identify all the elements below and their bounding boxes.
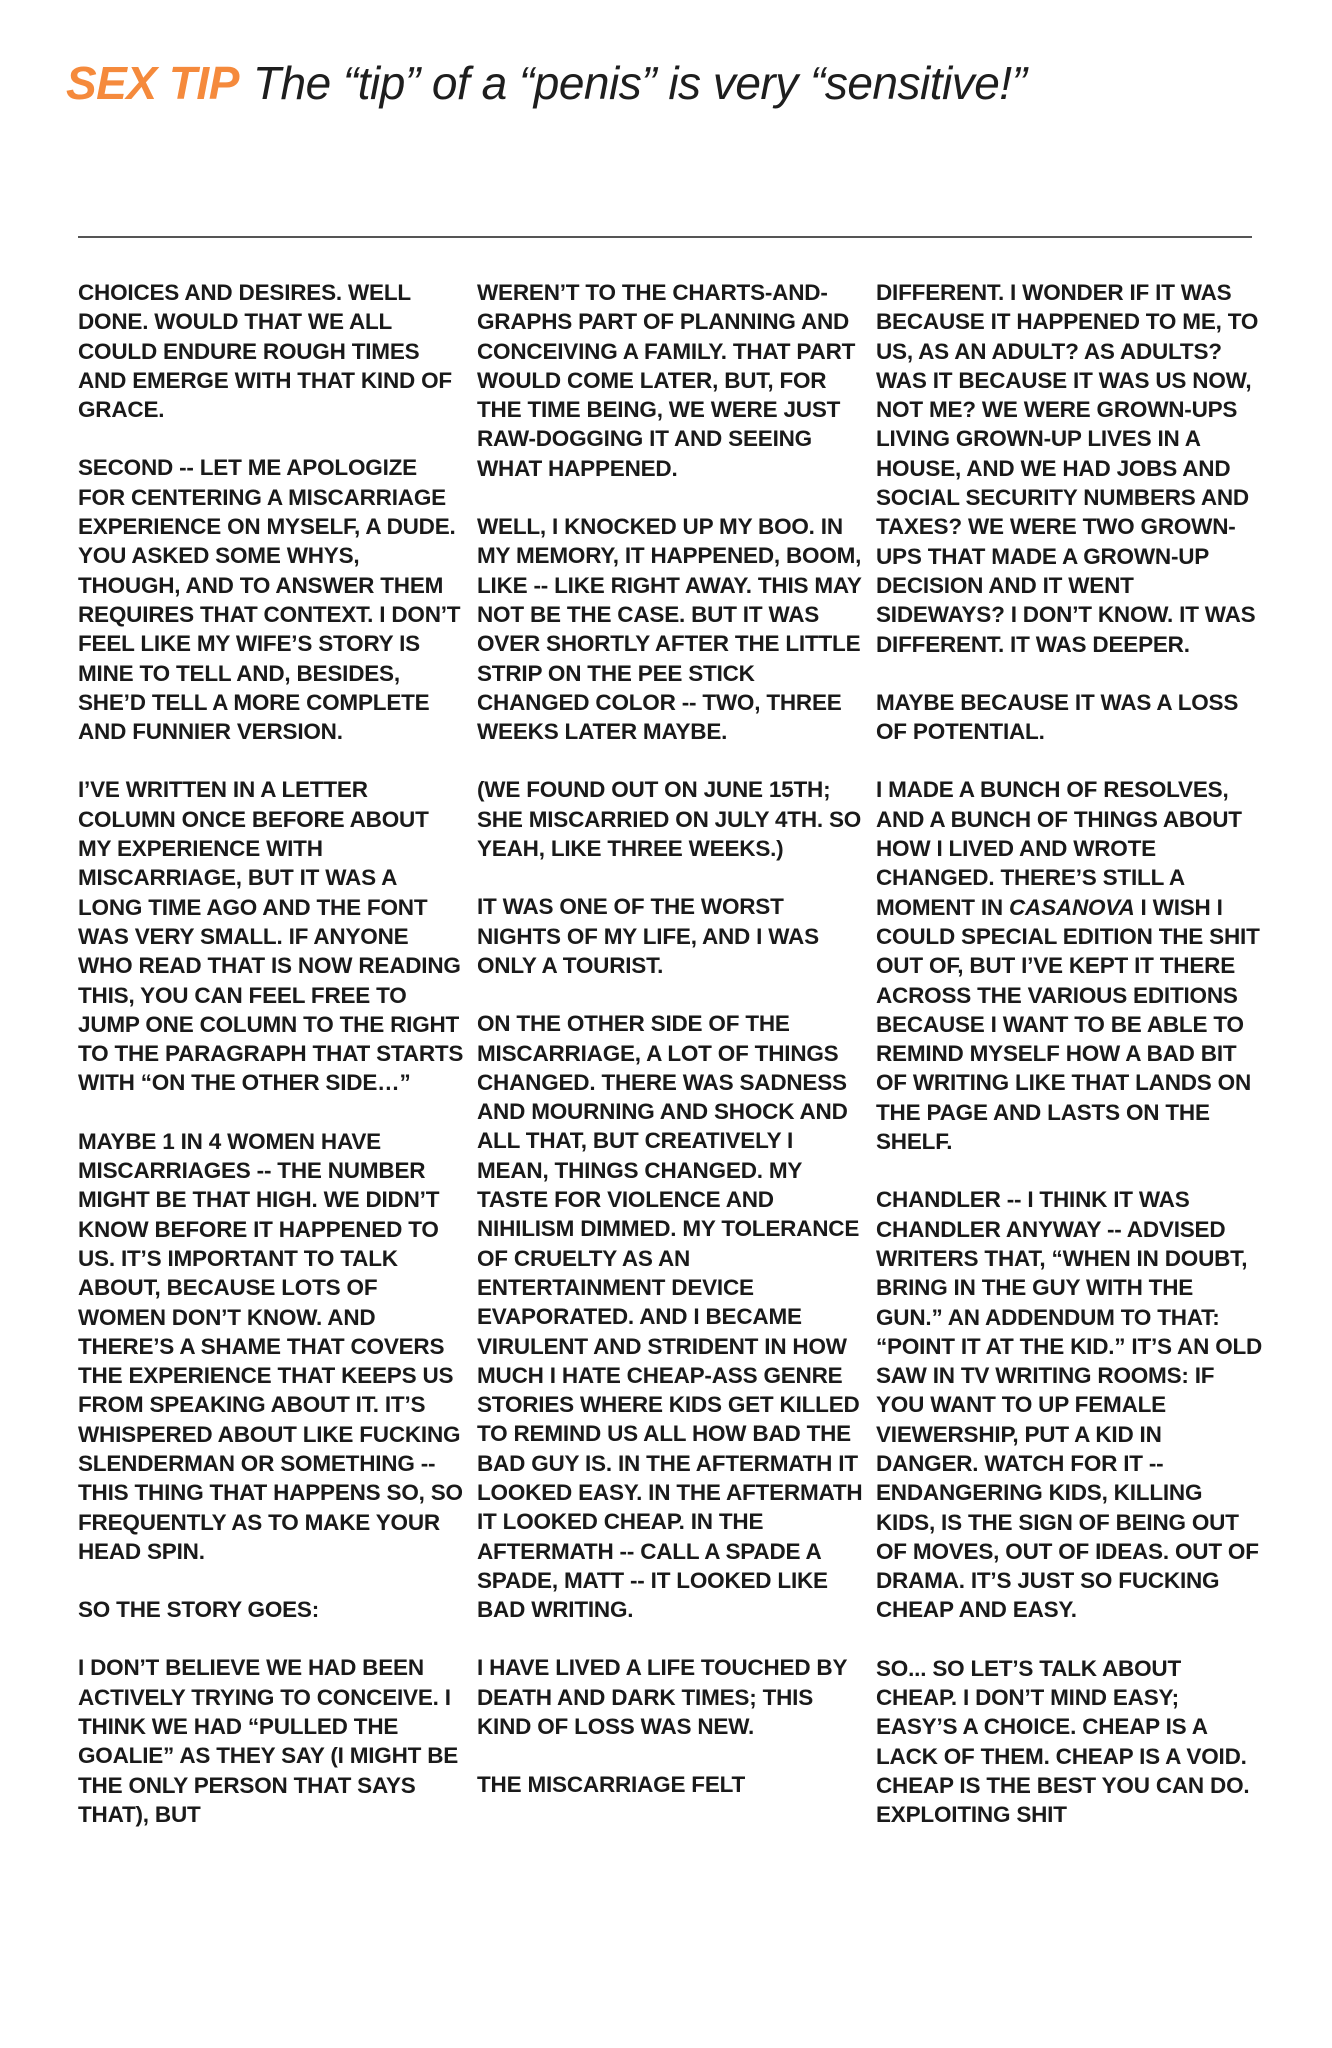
paragraph: MAYBE 1 IN 4 WOMEN HAVE MISCARRIAGES -- THE NUMBER MIGHT BE THAT HIGH. WE DIDN’T KNOW BEFORE IT HAPPENED TO US. IT’S IMPORTANT TO TALK ABOUT, BECAUSE LOTS OF WOMEN DON’T KNOW. AND THERE’S A SHAME THAT COVERS THE EXPERIENCE THAT KEEPS US FROM SPEAKING ABOUT IT. IT’S WHISPERED ABOUT LIKE FUCKING SLENDERMAN OR SOMETHING -- THIS THING THAT HAPPENS SO, SO FREQUENTLY AS TO MAKE YOUR HEAD SPIN. — [78, 1128, 463, 1564]
text-column-3 — [876, 278, 1264, 1830]
paragraph: SO... SO LET’S TALK ABOUT CHEAP. I DON’T MIND EASY; EASY’S A CHOICE. CHEAP IS A LACK OF THEM. CHEAP IS A VOID. CHEAP IS THE BEST YOU CAN DO. EXPLOITING SHIT — [876, 1655, 1250, 1828]
page-header — [66, 56, 1266, 111]
paragraph: SO THE STORY GOES: — [78, 1597, 320, 1623]
paragraph-text: I WISH I COULD SPECIAL EDITION THE SHIT OUT OF, BUT I’VE KEPT IT THERE ACROSS THE VARIOUS EDITIONS BECAUSE I WANT TO BE ABLE TO REMIND MYSELF HOW A BAD BIT OF WRITING LIKE THAT LANDS ON THE PAGE AND LASTS ON THE SHELF. — [876, 894, 1260, 1155]
paragraph: WEREN’T TO THE CHARTS-AND-GRAPHS PART OF PLANNING AND CONCEIVING A FAMILY. THAT PART WOULD COME LATER, BUT, FOR THE TIME BEING, WE WERE JUST RAW-DOGGING IT AND SEEING WHAT HAPPENED. — [477, 280, 856, 481]
paragraph: CHOICES AND DESIRES. WELL DONE. WOULD THAT WE ALL COULD ENDURE ROUGH TIMES AND EMERGE WITH THAT KIND OF GRACE. — [78, 280, 452, 423]
book-title-casanova: CASANOVA — [1009, 894, 1135, 920]
paragraph: SECOND -- LET ME APOLOGIZE FOR CENTERING A MISCARRIAGE EXPERIENCE ON MYSELF, A DUDE. YOU ASKED SOME WHYS, THOUGH, AND TO ANSWER THEM REQUIRES THAT CONTEXT. I DON’T FEEL LIKE MY WIFE’S STORY IS MINE TO TELL AND, BESIDES, SHE’D TELL A MORE COMPLETE AND FUNNIER VERSION. — [78, 455, 461, 745]
paragraph — [876, 775, 1264, 1156]
paragraph: (WE FOUND OUT ON JUNE 15TH; SHE MISCARRIED ON JULY 4TH. SO YEAH, LIKE THREE WEEKS.) — [477, 777, 862, 862]
paragraph: MAYBE BECAUSE IT WAS A LOSS OF POTENTIAL. — [876, 689, 1239, 745]
paragraph-text: I MADE A BUNCH OF RESOLVES, AND A BUNCH OF THINGS ABOUT HOW I LIVED AND WROTE CHANGED. THERE’S STILL A MOMENT IN — [876, 777, 1242, 920]
sex-tip-label: SEX TIP — [66, 57, 239, 109]
paragraph: ON THE OTHER SIDE OF THE MISCARRIAGE, A LOT OF THINGS CHANGED. THERE WAS SADNESS AND MOURNING AND SHOCK AND ALL THAT, BUT CREATIVELY I MEAN, THINGS CHANGED. MY TASTE FOR VIOLENCE AND NIHILISM DIMMED. MY TOLERANCE OF CRUELTY AS AN ENTERTAINMENT DEVICE EVAPORATED. AND I BECAME VIRULENT AND STRIDENT IN HOW MUCH I HATE CHEAP-ASS GENRE STORIES WHERE KIDS GET KILLED TO REMIND US ALL HOW BAD THE BAD GUY IS. IN THE AFTERMATH IT LOOKED EASY. IN THE AFTERMATH IT LOOKED CHEAP. IN THE AFTERMATH -- CALL A SPADE A SPADE, MATT -- IT LOOKED LIKE BAD WRITING. — [477, 1011, 863, 1623]
header-divider — [78, 236, 1252, 238]
sex-tip-text: The “tip” of a “penis” is very “sensitive!” — [252, 57, 1027, 109]
letter-column-body — [78, 278, 1272, 1938]
paragraph: WELL, I KNOCKED UP MY BOO. IN MY MEMORY, IT HAPPENED, BOOM, LIKE -- LIKE RIGHT AWAY. THIS MAY NOT BE THE CASE. BUT IT WAS OVER SHORTLY AFTER THE LITTLE STRIP ON THE PEE STICK CHANGED COLOR -- TWO, THREE WEEKS LATER MAYBE. — [477, 514, 862, 745]
paragraph: I’VE WRITTEN IN A LETTER COLUMN ONCE BEFORE ABOUT MY EXPERIENCE WITH MISCARRIAGE, BUT IT WAS A LONG TIME AGO AND THE FONT WAS VERY SMALL. IF ANYONE WHO READ THAT IS NOW READING THIS, YOU CAN FEEL FREE TO JUMP ONE COLUMN TO THE RIGHT TO THE PARAGRAPH THAT STARTS WITH “ON THE OTHER SIDE…” — [78, 777, 464, 1096]
paragraph: THE MISCARRIAGE FELT — [477, 1772, 746, 1798]
paragraph: DIFFERENT. I WONDER IF IT WAS BECAUSE IT HAPPENED TO ME, TO US, AS AN ADULT? AS ADULTS? WAS IT BECAUSE IT WAS US NOW, NOT ME? WE WERE GROWN-UPS LIVING GROWN-UP LIVES IN A HOUSE, AND WE HAD JOBS AND SOCIAL SECURITY NUMBERS AND TAXES? WE WERE TWO GROWN-UPS THAT MADE A GROWN-UP DECISION AND IT WENT SIDEWAYS? I DON’T KNOW. IT WAS DIFFERENT. IT WAS DEEPER. — [876, 280, 1259, 657]
text-column-1 — [78, 278, 466, 1829]
text-column-2 — [477, 278, 865, 1800]
paragraph: I DON’T BELIEVE WE HAD BEEN ACTIVELY TRYING TO CONCEIVE. I THINK WE HAD “PULLED THE GOALIE” AS THEY SAY (I MIGHT BE THE ONLY PERSON THAT SAYS THAT), BUT — [78, 1655, 459, 1827]
paragraph: I HAVE LIVED A LIFE TOUCHED BY DEATH AND DARK TIMES; THIS KIND OF LOSS WAS NEW. — [477, 1655, 847, 1740]
paragraph: CHANDLER -- I THINK IT WAS CHANDLER ANYWAY -- ADVISED WRITERS THAT, “WHEN IN DOUBT, BRING IN THE GUY WITH THE GUN.” AN ADDENDUM TO THAT: “POINT IT AT THE KID.” IT’S AN OLD SAW IN TV WRITING ROOMS: IF YOU WANT TO UP FEMALE VIEWERSHIP, PUT A KID IN DANGER. WATCH FOR IT -- ENDANGERING KIDS, KILLING KIDS, IS THE SIGN OF BEING OUT OF MOVES, OUT OF IDEAS. OUT OF DRAMA. IT’S JUST SO FUCKING CHEAP AND EASY. — [876, 1187, 1263, 1623]
paragraph: IT WAS ONE OF THE WORST NIGHTS OF MY LIFE, AND I WAS ONLY A TOURIST. — [477, 894, 819, 978]
